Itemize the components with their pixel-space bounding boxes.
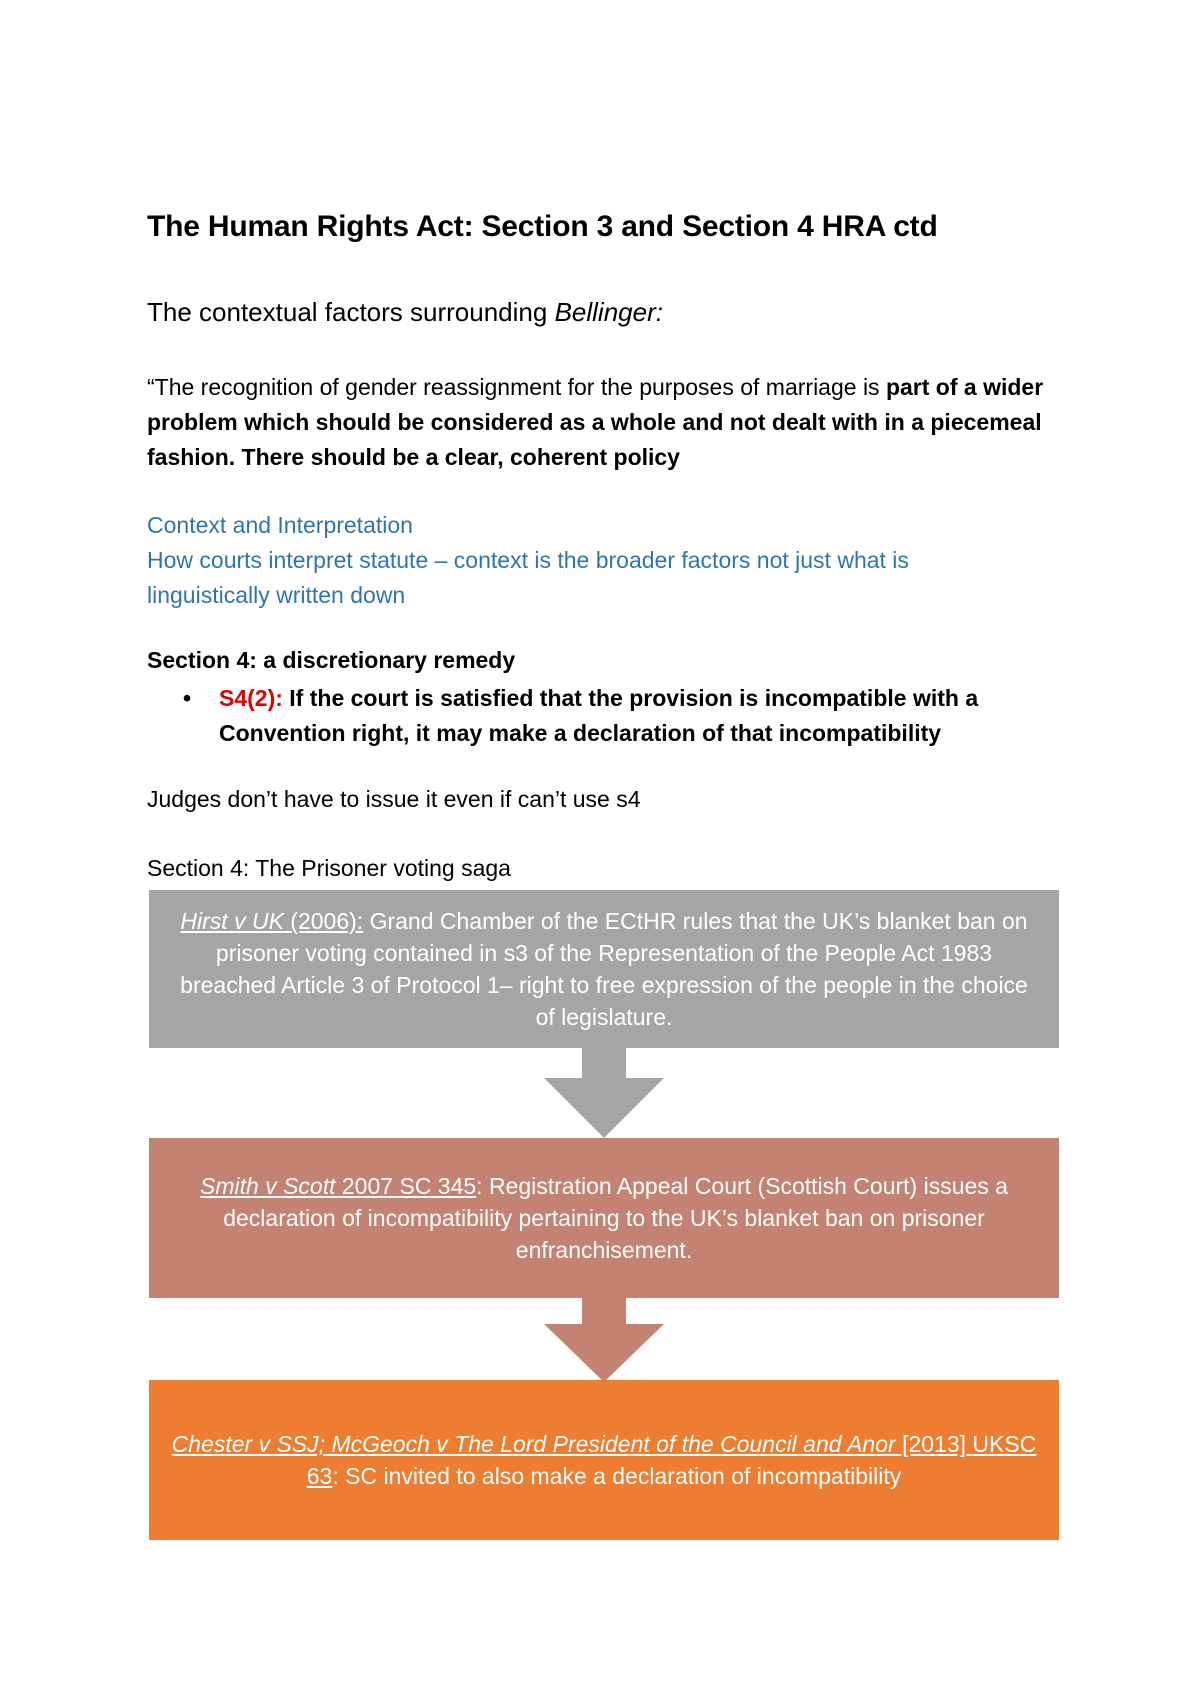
flow-chester-case: Chester v SSJ; McGeoch v The Lord President of the Council and Anor	[171, 1431, 896, 1457]
context-line-1: How courts interpret statute – context is the broader factors not just what is	[147, 547, 909, 573]
subheading	[147, 297, 663, 328]
bullet-marker: •	[183, 685, 192, 711]
subheading-case: Bellinger:	[554, 297, 663, 327]
flow-chester-body: : SC invited to also make a declaration of incompatibility	[332, 1463, 902, 1489]
flow-box-hirst-text	[169, 905, 1039, 1033]
document-title: The Human Rights Act: Section 3 and Section 4 HRA ctd	[147, 210, 938, 243]
context-heading: Context and Interpretation	[147, 512, 413, 538]
quote-plain: “The recognition of gender reassignment for the purposes of marriage is	[147, 374, 886, 400]
flow-smith-case: Smith v Scott	[200, 1173, 336, 1199]
quote-bold: part of a wider problem which should be considered as a whole and not dealt with in a piecemeal fashion. There should be a clear, coherent policy	[147, 374, 1044, 470]
flow-smith-citation: 2007 SC 345	[335, 1173, 477, 1199]
flow-box-hirst	[149, 890, 1059, 1048]
bullet-body: If the court is satisfied that the provision is incompatible with a Convention right, it may make a declaration of that incompatibility	[219, 685, 979, 746]
flow-box-smith	[149, 1138, 1059, 1298]
section4-heading: Section 4: a discretionary remedy	[147, 647, 516, 673]
bullet-text	[219, 681, 1039, 751]
quote-paragraph	[147, 370, 1057, 475]
flow-smith-body: : Registration Appeal Court (Scottish Court) issues a declaration of incompatibility pertaining to the UK’s blanket ban on prisoner enfranchisement.	[223, 1173, 1008, 1263]
arrow-down-icon	[544, 1298, 664, 1382]
flow-box-chester	[149, 1380, 1059, 1540]
subheading-text: The contextual factors surrounding	[147, 297, 555, 327]
flow-box-chester-text	[169, 1428, 1039, 1492]
flow-hirst-year: (2006):	[283, 908, 364, 934]
bullet-ref: S4(2):	[219, 685, 283, 711]
judges-note: Judges don’t have to issue it even if can’t use s4	[147, 786, 641, 812]
flow-box-smith-text	[169, 1170, 1039, 1266]
flow-chester-citation: [2013] UKSC 63	[306, 1431, 1037, 1489]
arrow-down-icon	[544, 1048, 664, 1138]
flow-hirst-body: Grand Chamber of the ECtHR rules that the UK’s blanket ban on prisoner voting contained in s3 of the Representation of the People Act 1983 breached Article 3 of Protocol 1– right to free expression of the people in the choice of legislature.	[180, 908, 1028, 1030]
context-line-2: linguistically written down	[147, 582, 406, 608]
saga-heading: Section 4: The Prisoner voting saga	[147, 855, 511, 881]
flow-hirst-case: Hirst v UK	[180, 908, 284, 934]
